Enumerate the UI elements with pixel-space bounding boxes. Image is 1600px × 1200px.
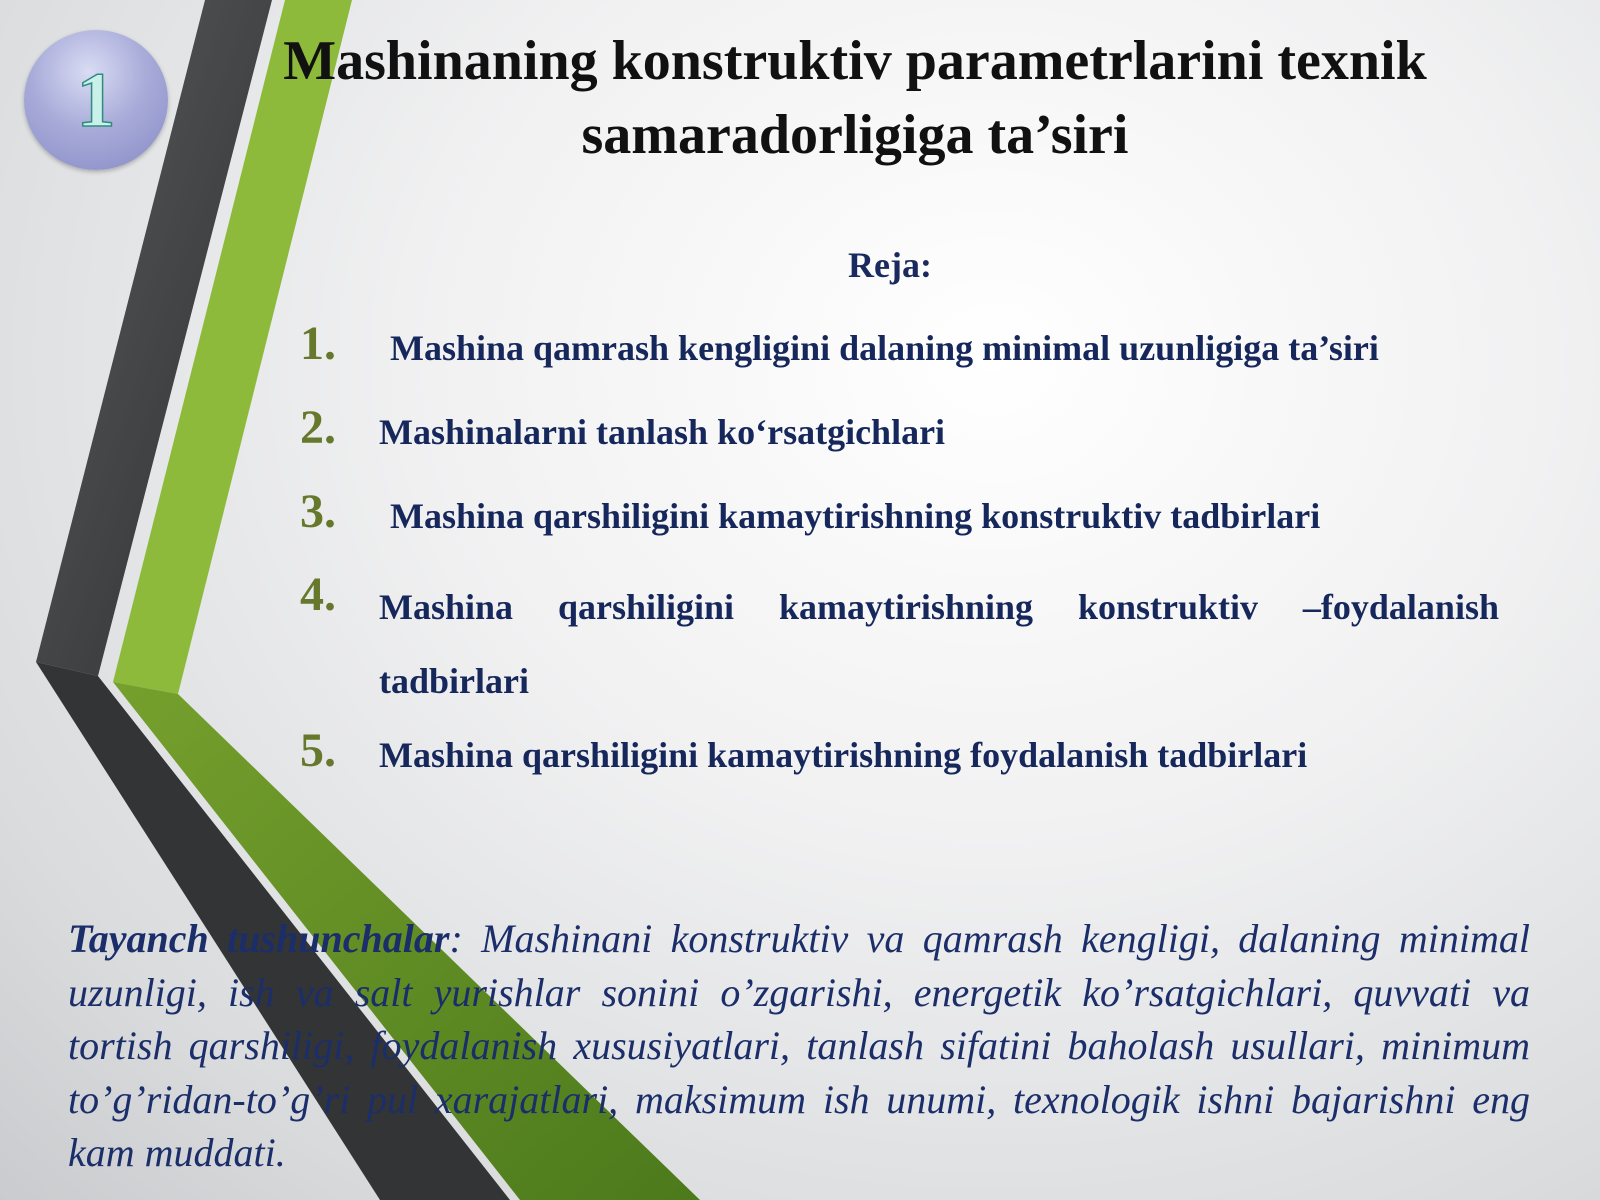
key-concepts-paragraph [68, 912, 1530, 1180]
plan-item-number: 1. [300, 317, 336, 370]
plan-item-number: 4. [300, 568, 336, 621]
plan-item-number: 2. [300, 401, 336, 454]
slide-title-line-1: Mashinaning konstruktiv parametrlarini texnik [283, 30, 1427, 92]
slide-number: 1 [76, 56, 116, 143]
slide-number-badge [24, 30, 168, 170]
plan-item-number: 5. [300, 724, 336, 777]
plan-item-number: 3. [300, 485, 336, 538]
key-concepts-text: : Mashinani konstruktiv va qamrash kengligi, dalaning minimal uzunligi, ish va salt yurishlar sonini o’zgarishi, energetik ko’rsatgichlari, quvvati va tortish qarshiligi, foydalanish xususiyatlari, tanlash sifatini baholash usullari, minimum to’g’ridan-to’g’ri pul xarajatlari, maksimum ish unumi, texnologik ishni bajarishni eng kam muddati. [68, 916, 1530, 1175]
plan-item-text: Mashina qamrash kengligini dalaning minimal uzunligiga ta’siri [390, 328, 1379, 368]
plan-item-text: Mashina qarshiligini kamaytirishning konstruktiv –foydalanish tadbirlari [379, 587, 1499, 701]
key-concepts-label: Tayanch tushunchalar [68, 916, 450, 961]
slide-title [205, 24, 1505, 172]
plan-item-text: Mashinalarni tanlash ko‘rsatgichlari [379, 412, 946, 452]
plan-heading: Reja: [848, 245, 932, 285]
plan-item-text: Mashina qarshiligini kamaytirishning foydalanish tadbirlari [379, 735, 1308, 775]
plan-item-text: Mashina qarshiligini kamaytirishning konstruktiv tadbirlari [390, 496, 1321, 536]
slide-title-line-2: samaradorligiga ta’siri [581, 104, 1129, 166]
